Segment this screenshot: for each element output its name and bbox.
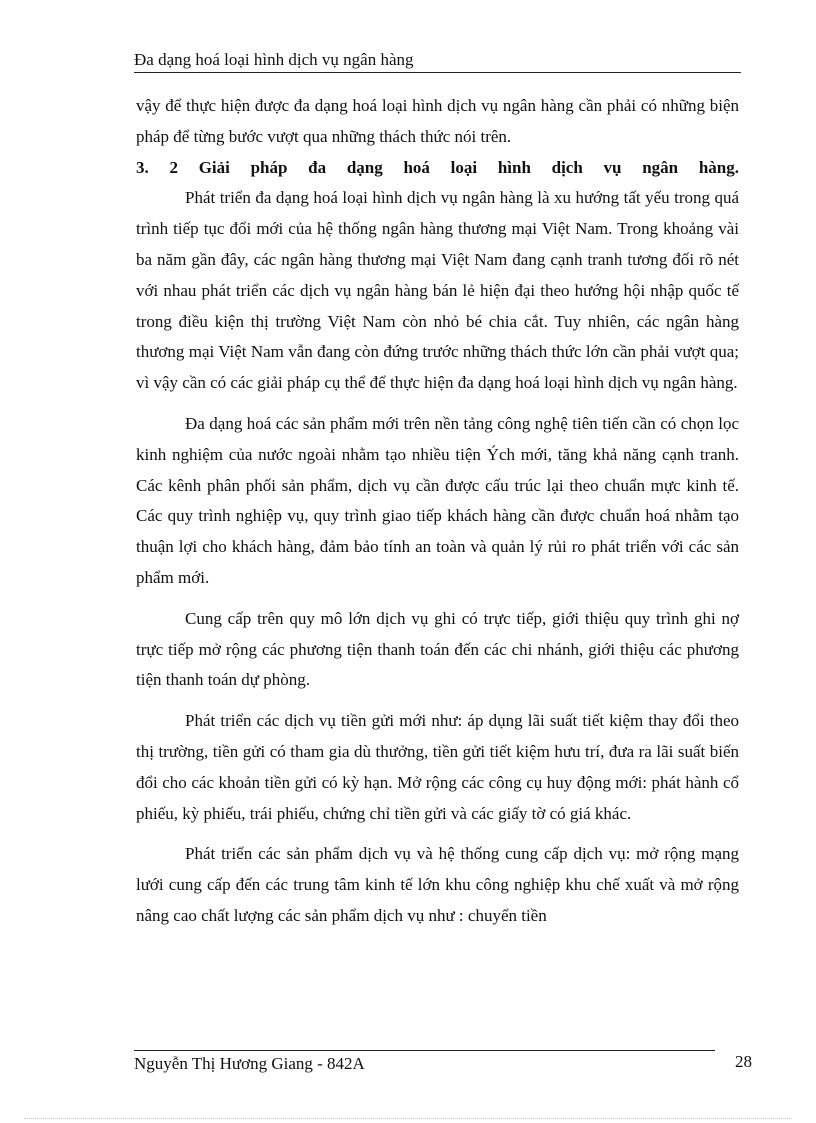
footer-author: Nguyễn Thị Hương Giang - 842A [134, 1054, 365, 1073]
body-paragraph-1: Phát triển đa dạng hoá loại hình dịch vụ ngân hàng là xu hướng tất yếu trong quá trình tiếp tục đổi mới của hệ thống ngân hàng thương mại Việt Nam. Trong khoảng vài ba năm gần đây, các ngân hàng thương mại Việt Nam đang cạnh tranh tương đối rõ nét với nhau phát triển các dịch vụ ngân hàng bán lẻ hiện đại theo hướng hội nhập quốc tế trong điều kiện thị trường Việt Nam còn nhỏ bé chia cắt. Tuy nhiên, các ngân hàng thương mại Việt Nam vẫn đang còn đứng trước những thách thức lớn cần phải vượt qua; vì vậy cần có các giải pháp cụ thể để thực hiện đa dạng hoá loại hình dịch vụ ngân hàng. [136, 188, 739, 393]
footer-divider [134, 1050, 715, 1051]
section-heading: 3. 2 Giải pháp đa dạng hoá loại hình dịch vụ ngân hàng. [136, 157, 739, 177]
running-header: Đa dạng hoá loại hình dịch vụ ngân hàng [134, 50, 414, 69]
body-paragraph-4: Phát triển các dịch vụ tiền gửi mới như: áp dụng lãi suất tiết kiệm thay đổi theo thị trường, tiền gửi có tham gia dù thưởng, tiền gửi tiết kiệm hưu trí, đưa ra lãi suất biến đổi cho các khoản tiền gửi có kỳ hạn. Mở rộng các công cụ huy động mới: phát hành cổ phiếu, kỳ phiếu, trái phiếu, chứng chỉ tiền gửi và các giấy tờ có giá khác. [136, 711, 739, 823]
page-number: 28 [735, 1052, 752, 1071]
intro-paragraph: vậy để thực hiện được đa dạng hoá loại hình dịch vụ ngân hàng cần phải có những biện pháp để từng bước vượt qua những thách thức nói trên. [136, 96, 739, 146]
page-edge [24, 1118, 792, 1119]
body-paragraph-2: Đa dạng hoá các sản phẩm mới trên nền tảng công nghệ tiên tiến cần có chọn lọc kinh nghiệm của nước ngoài nhằm tạo nhiều tiện Ých mới, tăng khả năng cạnh tranh. Các kênh phân phối sản phẩm, dịch vụ cần được cấu trúc lại theo chuẩn mực kinh tế. Các quy trình nghiệp vụ, quy trình giao tiếp khách hàng cần được chuẩn hoá nhằm tạo thuận lợi cho khách hàng, đảm bảo tính an toàn và quản lý rủi ro phát triển với các sản phẩm mới. [136, 413, 739, 587]
body-paragraph-5: Phát triển các sản phẩm dịch vụ và hệ thống cung cấp dịch vụ: mở rộng mạng lưới cung cấp đến các trung tâm kinh tế lớn khu công nghiệp khu chế xuất và mở rộng nâng cao chất lượng các sản phẩm dịch vụ như : chuyển tiền [136, 844, 739, 925]
page-body [136, 91, 739, 932]
body-paragraph-3: Cung cấp trên quy mô lớn dịch vụ ghi có trực tiếp, giới thiệu quy trình ghi nợ trực tiếp mở rộng các phương tiện thanh toán đến các chi nhánh, giới thiệu các phương tiện thanh toán dự phòng. [136, 608, 739, 690]
header-divider [134, 72, 741, 73]
